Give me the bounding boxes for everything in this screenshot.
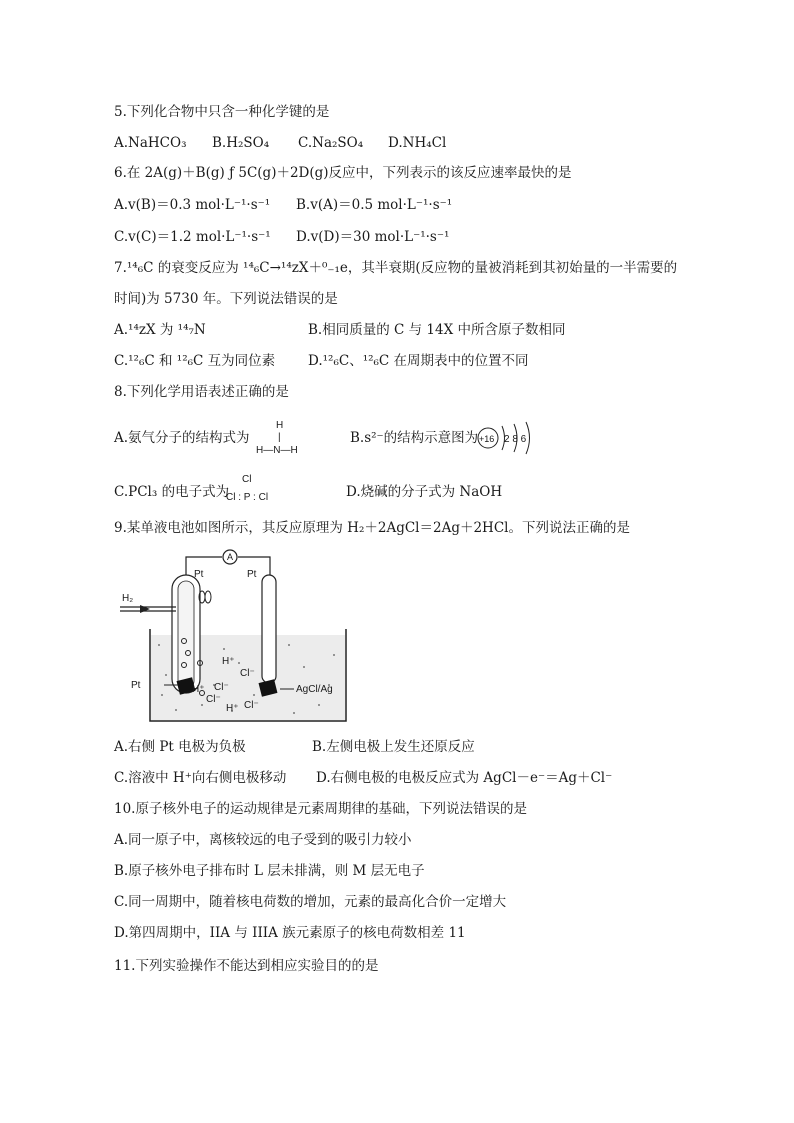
q8-option-c: C.PCl₃ 的电子式为	[114, 484, 230, 500]
pt-right-label: Pt	[247, 569, 257, 580]
ion-cl-2: Cl⁻	[214, 682, 229, 693]
q9-option-b: B.左侧电极上发生还原反应	[312, 739, 475, 755]
ion-h-2: H⁺	[192, 684, 205, 695]
ion-h-1: H⁺	[222, 656, 235, 667]
q10-option-a: A.同一原子中，离核较远的电子受到的吸引力较小	[114, 832, 412, 848]
ammeter-icon: A	[227, 552, 234, 562]
pcl3-row: Cl : P : Cl	[226, 492, 269, 503]
ion-shells: 2 8 6	[504, 434, 527, 445]
ion-nucleus: +16	[479, 434, 495, 444]
ion-cl-4: Cl⁻	[244, 700, 259, 711]
q9-option-d: D.右侧电极的电极反应式为 AgCl－e⁻＝Ag＋Cl⁻	[316, 770, 613, 786]
nh3-bond-vertical: |	[278, 432, 281, 443]
pcl3-top: Cl	[242, 474, 252, 485]
q10-option-b: B.原子核外电子排布时 L 层未排满，则 M 层无电子	[114, 863, 425, 879]
q6-option-d: D.v(D)＝30 mol·L⁻¹·s⁻¹	[296, 229, 450, 245]
pt-left-label: Pt	[194, 569, 204, 580]
ion-cl-1: Cl⁻	[240, 668, 255, 679]
nh3-h-top: H	[276, 420, 284, 431]
q8-option-b: B.s²⁻的结构示意图为	[350, 430, 479, 446]
q5-option-c: C.Na₂SO₄	[298, 135, 364, 151]
q8-option-a: A.氨气分子的结构式为	[114, 430, 250, 446]
q9-option-c: C.溶液中 H⁺向右侧电极移动	[114, 770, 287, 786]
q7-stem-line1: 7.¹⁴₆C 的衰变反应为 ¹⁴₆C→¹⁴zX＋⁰₋₁e，其半衰期(反应物的量被消耗到其初始量的一半需要的	[114, 260, 678, 276]
battery-diagram	[114, 545, 364, 725]
ion-h-3: H⁺	[226, 703, 239, 714]
q10-option-c: C.同一周期中，随着核电荷数的增加，元素的最高化合价一定增大	[114, 894, 507, 910]
q6-option-c: C.v(C)＝1.2 mol·L⁻¹·s⁻¹	[114, 229, 271, 245]
q7-option-c: C.¹²₆C 和 ¹²₆C 互为同位素	[114, 353, 276, 369]
q10-option-d: D.第四周期中，IIA 与 IIIA 族元素原子的核电荷数相差 11	[114, 925, 466, 941]
q6-option-b: B.v(A)＝0.5 mol·L⁻¹·s⁻¹	[296, 197, 453, 213]
q8-stem: 8.下列化学用语表述正确的是	[114, 384, 289, 400]
q9-option-a: A.右侧 Pt 电极为负极	[114, 739, 246, 755]
q5-stem: 5.下列化合物中只含一种化学键的是	[114, 104, 330, 120]
q5-option-d: D.NH₄Cl	[388, 135, 447, 151]
q7-option-a: A.¹⁴zX 为 ¹⁴₇N	[114, 322, 206, 338]
q11-stem: 11.下列实验操作不能达到相应实验目的的是	[114, 958, 379, 974]
nh3-structure-row: H—N—H	[256, 445, 298, 456]
pt-side-label: Pt	[131, 680, 141, 691]
q7-option-b: B.相同质量的 C 与 14X 中所含原子数相同	[308, 322, 566, 338]
q6-stem: 6.在 2A(g)＋B(g) ƒ 5C(g)＋2D(g)反应中，下列表示的该反应速率最快的是	[114, 165, 572, 181]
ion-cl-3: Cl⁻	[206, 694, 221, 705]
h2-label: H₂	[122, 593, 134, 604]
q7-option-d: D.¹²₆C、¹²₆C 在周期表中的位置不同	[308, 353, 529, 369]
q5-option-b: B.H₂SO₄	[212, 135, 270, 151]
agcl-label: AgCl/Ag	[296, 684, 333, 695]
q10-stem: 10.原子核外电子的运动规律是元素周期律的基础，下列说法错误的是	[114, 801, 527, 817]
q9-stem: 9.某单液电池如图所示，其反应原理为 H₂＋2AgCl＝2Ag＋2HCl。下列说法正确的是	[114, 520, 630, 536]
q8-option-d: D.烧碱的分子式为 NaOH	[346, 484, 503, 500]
q7-stem-line2: 时间)为 5730 年。下列说法错误的是	[114, 291, 338, 307]
q6-option-a: A.v(B)＝0.3 mol·L⁻¹·s⁻¹	[114, 197, 271, 213]
q5-option-a: A.NaHCO₃	[114, 135, 187, 151]
